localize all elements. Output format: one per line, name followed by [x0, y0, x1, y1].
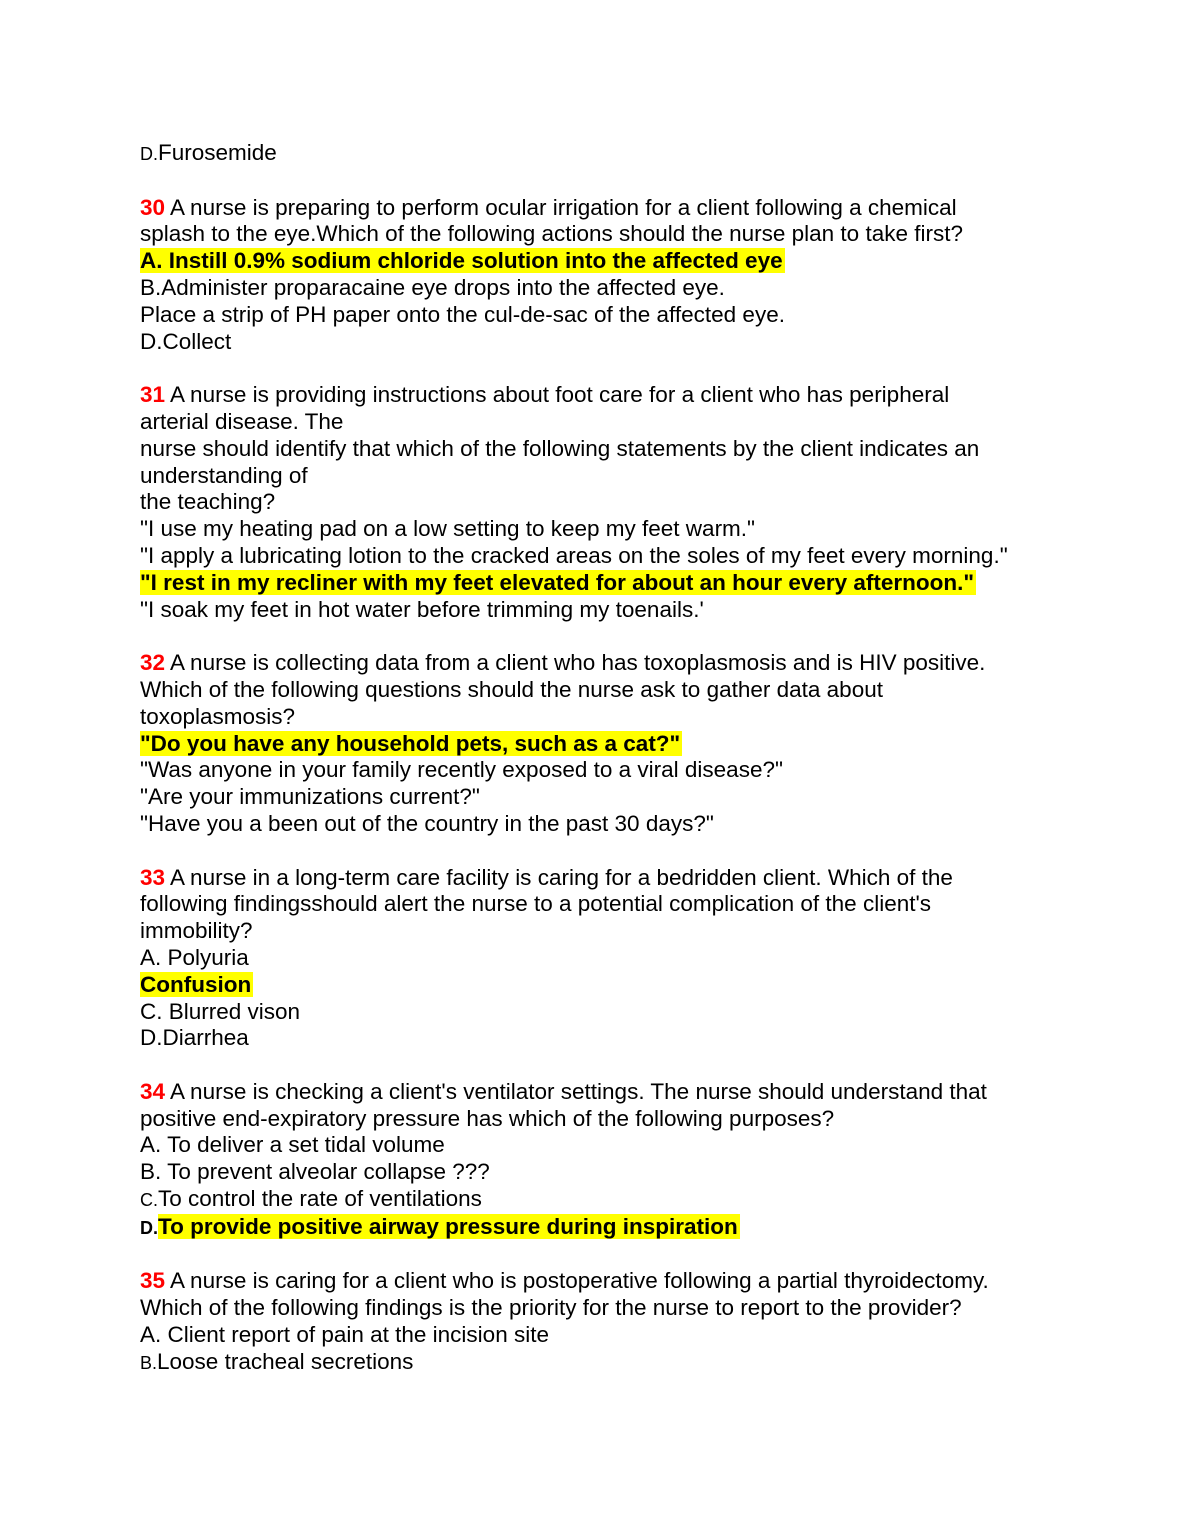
option-b: "Was anyone in your family recently exposed to a viral disease?"	[140, 757, 783, 783]
question-text: A nurse is preparing to perform ocular irrigation for a client following a chemical	[165, 194, 957, 220]
question-text: following findingsshould alert the nurse to a potential complication of the client's	[140, 891, 932, 917]
question-31	[140, 382, 1140, 623]
option-prefix: D.	[140, 144, 158, 164]
option-d: D.Diarrhea	[140, 1025, 249, 1051]
question-stem-line	[140, 1079, 1140, 1106]
question-text: splash to the eye.Which of the following actions should the nurse plan to take first?	[140, 221, 963, 247]
question-number: 31	[140, 382, 166, 408]
option-a: A. To deliver a set tidal volume	[140, 1132, 445, 1158]
option-b: "I apply a lubricating lotion to the cracked areas on the soles of my feet every morning."	[140, 542, 1008, 568]
option-a: A. Client report of pain at the incision site	[140, 1322, 549, 1348]
question-text: Which of the following questions should the nurse ask to gather data about	[140, 676, 883, 702]
question-text: arterial disease. The	[140, 408, 344, 434]
question-32	[140, 650, 1140, 838]
question-text: understanding of	[140, 462, 308, 488]
option-c: "Are your immunizations current?"	[140, 784, 480, 810]
option-d: D.Collect	[140, 328, 232, 354]
question-number: 34	[140, 1078, 166, 1104]
option-prefix: C.	[140, 1190, 158, 1211]
option-a: "I use my heating pad on a low setting to keep my feet warm."	[140, 516, 756, 542]
option-text: Furosemide	[158, 140, 277, 165]
question-number: 32	[140, 650, 166, 676]
question-stem-line	[140, 195, 1140, 222]
option-b: B.Administer proparacaine eye drops into the affected eye.	[140, 274, 725, 300]
option-text: Loose tracheal secretions	[157, 1348, 414, 1374]
document-page	[140, 140, 1140, 1377]
question-stem-line	[140, 865, 1140, 892]
option-b: B. To prevent alveolar collapse ???	[140, 1159, 490, 1185]
correct-answer-highlight: "Do you have any household pets, such as a cat?"	[140, 730, 681, 756]
question-stem-line	[140, 382, 1140, 409]
option-d: "I soak my feet in hot water before trimming my toenails.'	[140, 596, 704, 622]
question-text: A nurse in a long-term care facility is caring for a bedridden client. Which of the	[165, 864, 953, 890]
correct-answer-line	[140, 972, 1140, 999]
question-text: nurse should identify that which of the following statements by the client indicates an	[140, 435, 980, 461]
option-b	[140, 1349, 1140, 1377]
question-text: A nurse is checking a client's ventilator settings. The nurse should understand that	[165, 1078, 987, 1104]
question-stem-line	[140, 650, 1140, 677]
correct-answer-line	[140, 248, 1140, 275]
option-line	[140, 140, 1140, 168]
question-text: immobility?	[140, 918, 253, 944]
option-c: C. Blurred vison	[140, 998, 301, 1024]
question-text: A nurse is collecting data from a client who has toxoplasmosis and is HIV positive.	[165, 650, 986, 676]
option-c: Place a strip of PH paper onto the cul-de-sac of the affected eye.	[140, 301, 785, 327]
correct-answer-line	[140, 570, 1140, 597]
question-number: 33	[140, 864, 166, 890]
option-c	[140, 1186, 1140, 1214]
question-text: A nurse is caring for a client who is postoperative following a partial thyroidectomy.	[165, 1268, 989, 1294]
option-prefix: B.	[140, 1352, 158, 1373]
correct-answer-line	[140, 731, 1140, 758]
question-text: toxoplasmosis?	[140, 703, 296, 729]
question-number: 30	[140, 194, 166, 220]
correct-answer-highlight: A. Instill 0.9% sodium chloride solution into the affected eye	[140, 248, 783, 274]
option-a: A. Polyuria	[140, 944, 249, 970]
option-prefix: D.	[140, 1217, 158, 1238]
question-33	[140, 865, 1140, 1053]
option-text: To control the rate of ventilations	[158, 1186, 482, 1212]
question-stem-line	[140, 1268, 1140, 1295]
correct-answer-highlight: Confusion	[140, 971, 252, 997]
question-text: positive end-expiratory pressure has which of the following purposes?	[140, 1105, 835, 1131]
question-number: 35	[140, 1268, 166, 1294]
question-text: A nurse is providing instructions about foot care for a client who has peripheral	[165, 382, 950, 408]
question-35	[140, 1268, 1140, 1376]
correct-answer-highlight: To provide positive airway pressure during inspiration	[158, 1213, 738, 1239]
question-text: the teaching?	[140, 489, 276, 515]
question-34	[140, 1079, 1140, 1242]
question-30	[140, 195, 1140, 356]
option-d: "Have you a been out of the country in the past 30 days?"	[140, 810, 714, 836]
question-text: Which of the following findings is the priority for the nurse to report to the provider?	[140, 1295, 962, 1321]
correct-answer-highlight: "I rest in my recliner with my feet elevated for about an hour every afternoon."	[140, 569, 975, 595]
correct-answer-line	[140, 1214, 1140, 1242]
